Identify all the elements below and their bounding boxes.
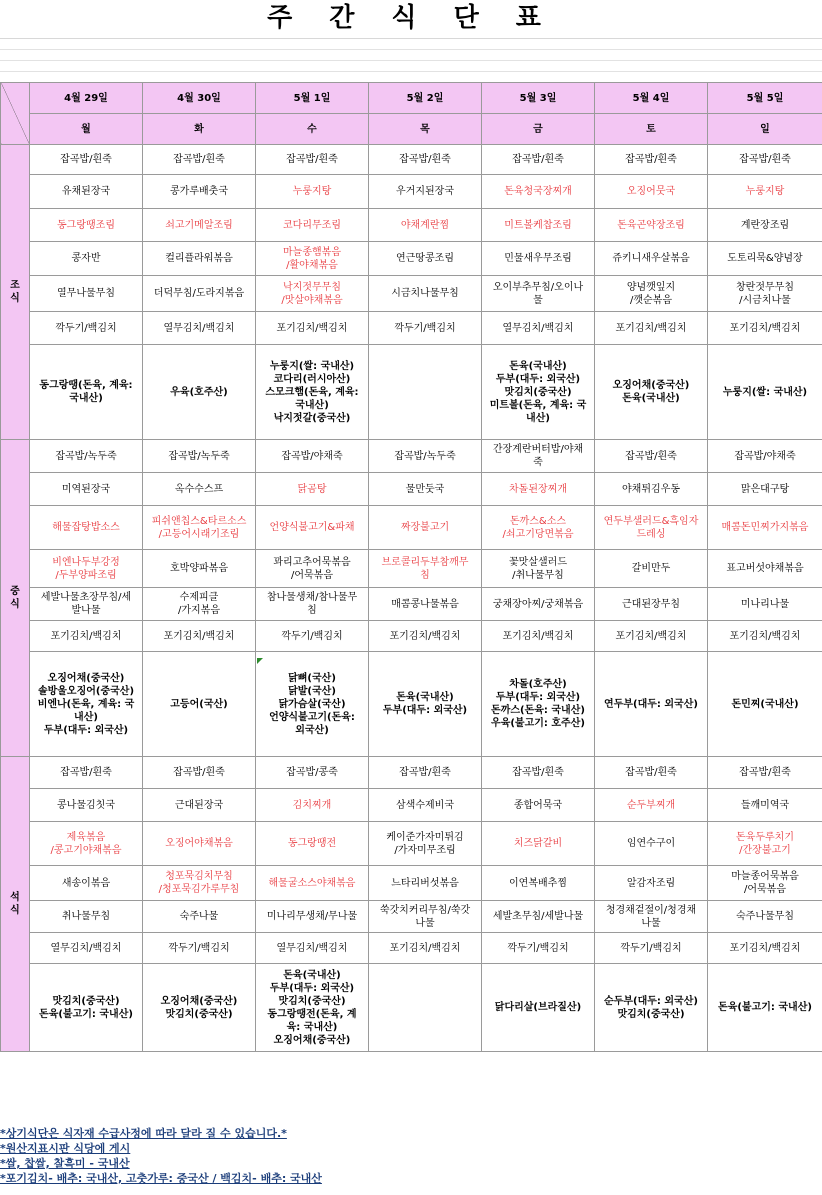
- menu-cell: 돈육곤약장조림: [595, 209, 708, 242]
- menu-cell: 물만둣국: [369, 473, 482, 506]
- meal-label: 조 식: [1, 145, 30, 440]
- note-line: *포기김치- 배추: 국내산, 고춧가루: 중국산 / 백김치- 배추: 국내산: [0, 1172, 322, 1185]
- weekly-menu-table: [0, 82, 822, 1052]
- cell-comment-marker: [257, 658, 263, 664]
- menu-cell: 꽈리고추어묵볶음 /어묵볶음: [256, 550, 369, 588]
- menu-cell: 임연수구이: [595, 822, 708, 866]
- origin-cell: 돈육(국내산) 두부(대두: 외국산): [369, 652, 482, 757]
- menu-cell: 미나리무생채/무나물: [256, 901, 369, 933]
- weekday-cell: 토: [595, 114, 708, 145]
- menu-cell: 쑥갓치커리무침/쑥갓 나물: [369, 901, 482, 933]
- menu-row: [1, 506, 822, 550]
- menu-row: [1, 276, 822, 312]
- menu-cell: 계란장조림: [708, 209, 822, 242]
- menu-cell: 잡곡밥/흰죽: [595, 757, 708, 789]
- menu-cell: 수제피클 /가지볶음: [143, 588, 256, 621]
- date-cell: 4월 30일: [143, 83, 256, 114]
- menu-cell: 케이준가자미튀김 /가자미무조림: [369, 822, 482, 866]
- menu-row: [1, 588, 822, 621]
- menu-cell: 잡곡밥/흰죽: [482, 757, 595, 789]
- menu-row: [1, 550, 822, 588]
- menu-row: [1, 145, 822, 175]
- menu-cell: 잡곡밥/흰죽: [30, 757, 143, 789]
- weekday-cell: 목: [369, 114, 482, 145]
- menu-cell: 해물굴소스야채볶음: [256, 866, 369, 901]
- menu-cell: 누룽지탕: [256, 175, 369, 209]
- menu-row: [1, 964, 822, 1052]
- menu-cell: 더덕무침/도라지볶음: [143, 276, 256, 312]
- origin-cell: 오징어채(중국산) 맛김치(중국산): [143, 964, 256, 1052]
- menu-cell: 포기김치/백김치: [708, 933, 822, 964]
- origin-cell: 돈육(국내산) 두부(대두: 외국산) 맛김치(중국산) 미트볼(돈육, 계육: 국 내산): [482, 345, 595, 440]
- menu-cell: 마늘종어묵볶음 /어묵볶음: [708, 866, 822, 901]
- menu-cell: 잡곡밥/녹두죽: [143, 440, 256, 473]
- menu-cell: 포기김치/백김치: [256, 312, 369, 345]
- menu-cell: 오징어야채볶음: [143, 822, 256, 866]
- menu-cell: 표고버섯야채볶음: [708, 550, 822, 588]
- menu-cell: 잡곡밥/흰죽: [708, 757, 822, 789]
- origin-cell: 맛김치(중국산) 돈육(불고기: 국내산): [30, 964, 143, 1052]
- meal-label: 석 식: [1, 757, 30, 1052]
- origin-cell: 오징어채(중국산) 돈육(국내산): [595, 345, 708, 440]
- menu-cell: 포기김치/백김치: [369, 621, 482, 652]
- menu-cell: 종합어묵국: [482, 789, 595, 822]
- menu-cell: 궁채장아찌/궁채볶음: [482, 588, 595, 621]
- menu-cell: 열무김치/백김치: [482, 312, 595, 345]
- menu-cell: 잡곡밥/야채죽: [708, 440, 822, 473]
- origin-cell: 누룽지(쌀: 국내산): [708, 345, 822, 440]
- menu-cell: 미트볼케찹조림: [482, 209, 595, 242]
- menu-cell: 잡곡밥/흰죽: [595, 440, 708, 473]
- menu-cell: 콩나물김칫국: [30, 789, 143, 822]
- date-cell: 5월 4일: [595, 83, 708, 114]
- origin-cell: 순두부(대두: 외국산) 맛김치(중국산): [595, 964, 708, 1052]
- menu-cell: 민물새우무조림: [482, 242, 595, 276]
- menu-cell: 숙주나물: [143, 901, 256, 933]
- menu-cell: 옥수수스프: [143, 473, 256, 506]
- date-cell: 5월 3일: [482, 83, 595, 114]
- weekday-cell: 일: [708, 114, 822, 145]
- menu-cell: 잡곡밥/녹두죽: [369, 440, 482, 473]
- menu-cell: 깍두기/백김치: [482, 933, 595, 964]
- menu-cell: 오징어뭇국: [595, 175, 708, 209]
- menu-cell: 치즈닭갈비: [482, 822, 595, 866]
- menu-cell: 호박양파볶음: [143, 550, 256, 588]
- menu-row: [1, 621, 822, 652]
- menu-cell: 돈육두루치기 /간장불고기: [708, 822, 822, 866]
- menu-cell: 언양식불고기&파채: [256, 506, 369, 550]
- menu-cell: 미역된장국: [30, 473, 143, 506]
- meal-label: 중 식: [1, 440, 30, 757]
- menu-row: [1, 757, 822, 789]
- origin-cell: [369, 964, 482, 1052]
- menu-cell: 잡곡밥/흰죽: [595, 145, 708, 175]
- menu-cell: 도토리묵&양념장: [708, 242, 822, 276]
- menu-cell: 연근땅콩조림: [369, 242, 482, 276]
- menu-cell: 세발초무침/세발나물: [482, 901, 595, 933]
- menu-cell: 야채계란찜: [369, 209, 482, 242]
- menu-row: [1, 822, 822, 866]
- menu-cell: 숙주나물무침: [708, 901, 822, 933]
- menu-cell: 낙지젓무무침 /맛살야채볶음: [256, 276, 369, 312]
- menu-cell: 이연복배추찜: [482, 866, 595, 901]
- menu-cell: 누룽지탕: [708, 175, 822, 209]
- note-line: *쌀, 찹쌀, 찰흑미 - 국내산: [0, 1157, 130, 1170]
- menu-row: [1, 312, 822, 345]
- menu-row: [1, 866, 822, 901]
- menu-cell: 시금치나물무침: [369, 276, 482, 312]
- menu-cell: 포기김치/백김치: [143, 621, 256, 652]
- menu-cell: 삼색수제비국: [369, 789, 482, 822]
- weekday-cell: 금: [482, 114, 595, 145]
- menu-cell: 열무김치/백김치: [30, 933, 143, 964]
- origin-cell: 누룽지(쌀: 국내산) 코다리(러시아산) 스모크햄(돈육, 계육: 국내산) 낙지젓갈(중국산): [256, 345, 369, 440]
- menu-cell: 깍두기/백김치: [369, 312, 482, 345]
- page-title: 주 간 식 단 표: [267, 3, 555, 33]
- weekday-row: [1, 114, 822, 145]
- note-line: *원산지표시판 식당에 게시: [0, 1142, 131, 1155]
- menu-cell: 청포묵김치무침 /청포묵김가루무침: [143, 866, 256, 901]
- origin-cell: 동그랑땡(돈육, 계육: 국내산): [30, 345, 143, 440]
- date-cell: 5월 5일: [708, 83, 822, 114]
- menu-cell: 컬리플라워볶음: [143, 242, 256, 276]
- menu-cell: 간장계란버터밥/야채 죽: [482, 440, 595, 473]
- menu-cell: 돈육청국장찌개: [482, 175, 595, 209]
- notes-section: [0, 1126, 822, 1186]
- menu-cell: 창란젓무무침 /시금치나물: [708, 276, 822, 312]
- menu-cell: 순두부찌개: [595, 789, 708, 822]
- menu-cell: 김치찌개: [256, 789, 369, 822]
- menu-row: [1, 242, 822, 276]
- menu-cell: 열무김치/백김치: [256, 933, 369, 964]
- menu-cell: 잡곡밥/흰죽: [369, 145, 482, 175]
- origin-cell: 고등어(국산): [143, 652, 256, 757]
- menu-cell: 잡곡밥/콩죽: [256, 757, 369, 789]
- menu-cell: 연두부샐러드&흑임자 드레싱: [595, 506, 708, 550]
- origin-cell: [369, 345, 482, 440]
- menu-row: [1, 901, 822, 933]
- menu-row: [1, 175, 822, 209]
- weekday-cell: 월: [30, 114, 143, 145]
- menu-cell: 돈까스&소스 /쇠고기당면볶음: [482, 506, 595, 550]
- origin-cell: 연두부(대두: 외국산): [595, 652, 708, 757]
- menu-row: [1, 473, 822, 506]
- menu-cell: 잡곡밥/흰죽: [30, 145, 143, 175]
- menu-cell: 피쉬앤칩스&타르소스 /고등어시래기조림: [143, 506, 256, 550]
- sheet-gridlines: [0, 38, 822, 83]
- origin-cell: 돈육(국내산) 두부(대두: 외국산) 맛김치(중국산) 동그랑땡전(돈육, 계 육: 국내산) 오징어채(중국산): [256, 964, 369, 1052]
- menu-cell: 미나리나물: [708, 588, 822, 621]
- menu-cell: 마늘종햄볶음 /활야채볶음: [256, 242, 369, 276]
- origin-cell: 닭뼈(국산) 닭발(국산) 닭가슴살(국산) 언양식불고기(돈육: 외국산): [256, 652, 369, 757]
- menu-cell: 동그랑땡전: [256, 822, 369, 866]
- date-row: [1, 83, 822, 114]
- menu-cell: 우거지된장국: [369, 175, 482, 209]
- menu-cell: 열무나물무침: [30, 276, 143, 312]
- menu-cell: 근대된장무침: [595, 588, 708, 621]
- menu-cell: 해물잡탕밥소스: [30, 506, 143, 550]
- menu-cell: 잡곡밥/흰죽: [256, 145, 369, 175]
- date-cell: 5월 2일: [369, 83, 482, 114]
- menu-cell: 포기김치/백김치: [369, 933, 482, 964]
- menu-cell: 갈비만두: [595, 550, 708, 588]
- menu-cell: 알감자조림: [595, 866, 708, 901]
- origin-cell: 돈육(불고기: 국내산): [708, 964, 822, 1052]
- menu-row: [1, 789, 822, 822]
- weekday-cell: 화: [143, 114, 256, 145]
- menu-cell: 포기김치/백김치: [708, 621, 822, 652]
- menu-cell: 비엔나두부강정 /두부양파조림: [30, 550, 143, 588]
- date-cell: 5월 1일: [256, 83, 369, 114]
- menu-cell: 근대된장국: [143, 789, 256, 822]
- origin-cell: 돈민찌(국내산): [708, 652, 822, 757]
- menu-cell: 청경채겉절이/청경채 나물: [595, 901, 708, 933]
- menu-cell: 포기김치/백김치: [708, 312, 822, 345]
- menu-cell: 새송이볶음: [30, 866, 143, 901]
- menu-row: [1, 933, 822, 964]
- menu-cell: 포기김치/백김치: [30, 621, 143, 652]
- menu-cell: 닭곰탕: [256, 473, 369, 506]
- menu-cell: 포기김치/백김치: [482, 621, 595, 652]
- menu-cell: 쇠고기메알조림: [143, 209, 256, 242]
- menu-cell: 깍두기/백김치: [30, 312, 143, 345]
- menu-cell: 양념깻잎지 /깻순볶음: [595, 276, 708, 312]
- menu-cell: 열무김치/백김치: [143, 312, 256, 345]
- menu-cell: 동그랑땡조림: [30, 209, 143, 242]
- date-cell: 4월 29일: [30, 83, 143, 114]
- menu-row: [1, 652, 822, 757]
- menu-cell: 맑은대구탕: [708, 473, 822, 506]
- menu-cell: 콩자반: [30, 242, 143, 276]
- menu-cell: 깍두기/백김치: [256, 621, 369, 652]
- menu-cell: 짜장불고기: [369, 506, 482, 550]
- menu-cell: 잡곡밥/흰죽: [143, 145, 256, 175]
- menu-cell: 매콤돈민찌가지볶음: [708, 506, 822, 550]
- menu-row: [1, 209, 822, 242]
- menu-cell: 브로콜리두부참깨무 침: [369, 550, 482, 588]
- origin-cell: 오징어채(중국산) 솔방울오징어(중국산) 비엔나(돈육, 계육: 국 내산) 두부(대두: 외국산): [30, 652, 143, 757]
- menu-cell: 잡곡밥/녹두죽: [30, 440, 143, 473]
- weekday-cell: 수: [256, 114, 369, 145]
- menu-cell: 야채튀김우동: [595, 473, 708, 506]
- origin-cell: 우육(호주산): [143, 345, 256, 440]
- header-corner: [1, 83, 30, 145]
- menu-cell: 유채된장국: [30, 175, 143, 209]
- menu-cell: 오이부추무침/오이나 물: [482, 276, 595, 312]
- menu-cell: 잡곡밥/흰죽: [708, 145, 822, 175]
- menu-cell: 세발나물초장무침/세 발나물: [30, 588, 143, 621]
- menu-row: [1, 440, 822, 473]
- note-line: *상기식단은 식자재 수급사정에 따라 달라 질 수 있습니다.*: [0, 1127, 287, 1140]
- menu-cell: 들깨미역국: [708, 789, 822, 822]
- menu-cell: 잡곡밥/흰죽: [143, 757, 256, 789]
- menu-cell: 콩가루배춧국: [143, 175, 256, 209]
- menu-cell: 꽃맛살샐러드 /취나물무침: [482, 550, 595, 588]
- menu-cell: 쥬키니새우살볶음: [595, 242, 708, 276]
- origin-cell: 닭다리살(브라질산): [482, 964, 595, 1052]
- menu-cell: 참나물생채/참나물무 침: [256, 588, 369, 621]
- menu-cell: 포기김치/백김치: [595, 312, 708, 345]
- menu-cell: 느타리버섯볶음: [369, 866, 482, 901]
- menu-cell: 잡곡밥/야채죽: [256, 440, 369, 473]
- menu-cell: 코다리무조림: [256, 209, 369, 242]
- menu-cell: 취나물무침: [30, 901, 143, 933]
- menu-cell: 깍두기/백김치: [143, 933, 256, 964]
- menu-cell: 깍두기/백김치: [595, 933, 708, 964]
- menu-cell: 차돌된장찌개: [482, 473, 595, 506]
- menu-row: [1, 345, 822, 440]
- menu-cell: 매콤콩나물볶음: [369, 588, 482, 621]
- menu-cell: 잡곡밥/흰죽: [482, 145, 595, 175]
- menu-cell: 잡곡밥/흰죽: [369, 757, 482, 789]
- origin-cell: 차돌(호주산) 두부(대두: 외국산) 돈까스(돈육: 국내산) 우육(불고기: 호주산): [482, 652, 595, 757]
- menu-cell: 제육볶음 /콩고기야채볶음: [30, 822, 143, 866]
- menu-cell: 포기김치/백김치: [595, 621, 708, 652]
